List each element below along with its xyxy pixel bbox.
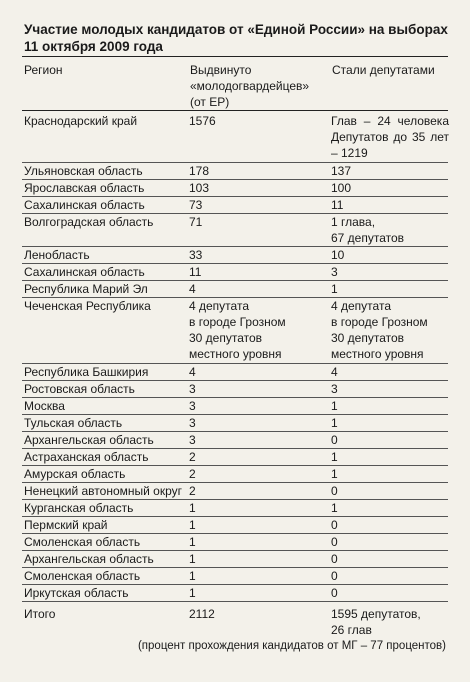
cell-nominated: 4 депутата в городе Грозном 30 депутатов местного уровня xyxy=(189,299,286,361)
cell-elected: 1 xyxy=(331,416,338,430)
table-row xyxy=(22,449,448,466)
cell-nominated: 11 xyxy=(189,265,202,279)
cell-elected: Глав – 24 человека Депутатов до 35 лет – 1219 xyxy=(331,114,449,160)
table-row xyxy=(22,247,448,264)
cell-region: Чеченская Республика xyxy=(24,299,151,313)
cell-region: Сахалинская область xyxy=(24,265,145,279)
cell-region: Архангельская область xyxy=(24,552,154,566)
cell-nominated: 1 xyxy=(189,569,196,583)
cell-nominated: 33 xyxy=(189,248,203,262)
cell-nominated: 3 xyxy=(189,382,196,396)
cell-elected: 0 xyxy=(331,552,338,566)
cell-nominated: 1 xyxy=(189,586,196,600)
table-row xyxy=(22,214,448,247)
table-row xyxy=(22,197,448,214)
table-row xyxy=(22,517,448,534)
cell-nominated: 2 xyxy=(189,484,196,498)
table-row xyxy=(22,381,448,398)
cell-elected: 10 xyxy=(331,248,345,262)
cell-elected: 0 xyxy=(331,586,338,600)
cell-nominated: 103 xyxy=(189,181,210,195)
cell-elected: 1 xyxy=(331,399,338,413)
table-row xyxy=(22,483,448,500)
table-row xyxy=(22,281,448,298)
cell-elected: 1 xyxy=(331,501,338,515)
cell-nominated: 2112 xyxy=(189,607,215,621)
table-row xyxy=(22,551,448,568)
cell-elected: 11 xyxy=(331,198,344,212)
cell-region: Итого xyxy=(24,607,56,621)
cell-nominated: 1 xyxy=(189,552,196,566)
cell-elected: 1 xyxy=(331,467,338,481)
cell-nominated: 1 xyxy=(189,501,196,515)
cell-nominated: 4 xyxy=(189,282,196,296)
cell-region: Ростовская область xyxy=(24,382,135,396)
cell-region: Курганская область xyxy=(24,501,134,515)
table-row xyxy=(22,264,448,281)
cell-elected: 1 xyxy=(331,282,338,296)
cell-elected: 1 глава, 67 депутатов xyxy=(331,215,405,245)
cell-elected: 3 xyxy=(331,265,338,279)
table-row xyxy=(22,534,448,551)
cell-nominated: 3 xyxy=(189,416,196,430)
cell-elected: 100 xyxy=(331,181,352,195)
header-rule xyxy=(22,110,448,111)
table-row xyxy=(22,415,448,432)
cell-nominated: 1 xyxy=(189,535,196,549)
table-row xyxy=(22,500,448,517)
cell-nominated: 4 xyxy=(189,365,196,379)
table-row xyxy=(22,113,448,163)
cell-nominated: 73 xyxy=(189,198,203,212)
header-region: Регион xyxy=(24,63,63,77)
cell-elected: 0 xyxy=(331,433,338,447)
top-rule xyxy=(22,56,448,57)
cell-nominated: 2 xyxy=(189,450,196,464)
table-title: Участие молодых кандидатов от «Единой России» на выборах 11 октября 2009 года xyxy=(24,22,448,54)
cell-elected: 137 xyxy=(331,164,352,178)
cell-region: Сахалинская область xyxy=(24,198,145,212)
cell-region: Астраханская область xyxy=(24,450,149,464)
cell-region: Краснодарский край xyxy=(24,114,138,128)
cell-region: Республика Марий Эл xyxy=(24,282,148,296)
header-elected: Стали депутатами xyxy=(332,63,435,77)
cell-elected: 3 xyxy=(331,382,338,396)
header-nominated: Выдвинуто «молодогвардейцев» (от ЕР) xyxy=(190,63,310,109)
cell-elected: 0 xyxy=(331,518,338,532)
cell-region: Архангельская область xyxy=(24,433,154,447)
footnote: (процент прохождения кандидатов от МГ – 77 процентов) xyxy=(137,640,446,652)
table-row xyxy=(22,432,448,449)
cell-region: Республика Башкирия xyxy=(24,365,149,379)
table-row xyxy=(22,163,448,180)
cell-elected: 4 xyxy=(331,365,338,379)
cell-region: Тульская область xyxy=(24,416,123,430)
cell-region: Смоленская область xyxy=(24,535,141,549)
cell-region: Ненецкий автономный округ xyxy=(24,484,183,498)
cell-elected: 0 xyxy=(331,535,338,549)
cell-nominated: 2 xyxy=(189,467,196,481)
cell-region: Смоленская область xyxy=(24,569,141,583)
cell-elected: 4 депутата в городе Грозном 30 депутатов местного уровня xyxy=(331,299,428,361)
table-row xyxy=(22,585,448,602)
cell-region: Ярославская область xyxy=(24,181,145,195)
cell-region: Пермский край xyxy=(24,518,108,532)
cell-region: Москва xyxy=(24,399,65,413)
cell-region: Иркутская область xyxy=(24,586,129,600)
cell-elected: 0 xyxy=(331,484,338,498)
table-row xyxy=(22,398,448,415)
cell-region: Ульяновская область xyxy=(24,164,143,178)
cell-nominated: 71 xyxy=(189,215,203,229)
cell-nominated: 3 xyxy=(189,433,196,447)
table-header xyxy=(24,62,448,110)
cell-region: Амурская область xyxy=(24,467,126,481)
cell-nominated: 3 xyxy=(189,399,196,413)
cell-nominated: 178 xyxy=(189,164,210,178)
table-row xyxy=(22,364,448,381)
cell-region: Волгоградская область xyxy=(24,215,154,229)
cell-region: Ленобласть xyxy=(24,248,90,262)
table-row xyxy=(22,298,448,364)
cell-nominated: 1 xyxy=(189,518,196,532)
table-row xyxy=(22,466,448,483)
table-row xyxy=(22,180,448,197)
cell-nominated: 1576 xyxy=(189,114,216,128)
table-row-total xyxy=(22,602,448,642)
table-row xyxy=(22,568,448,585)
table-body xyxy=(22,113,448,642)
cell-elected: 1 xyxy=(331,450,338,464)
cell-elected: 0 xyxy=(331,569,338,583)
cell-elected: 1595 депутатов, 26 глав xyxy=(331,607,421,637)
